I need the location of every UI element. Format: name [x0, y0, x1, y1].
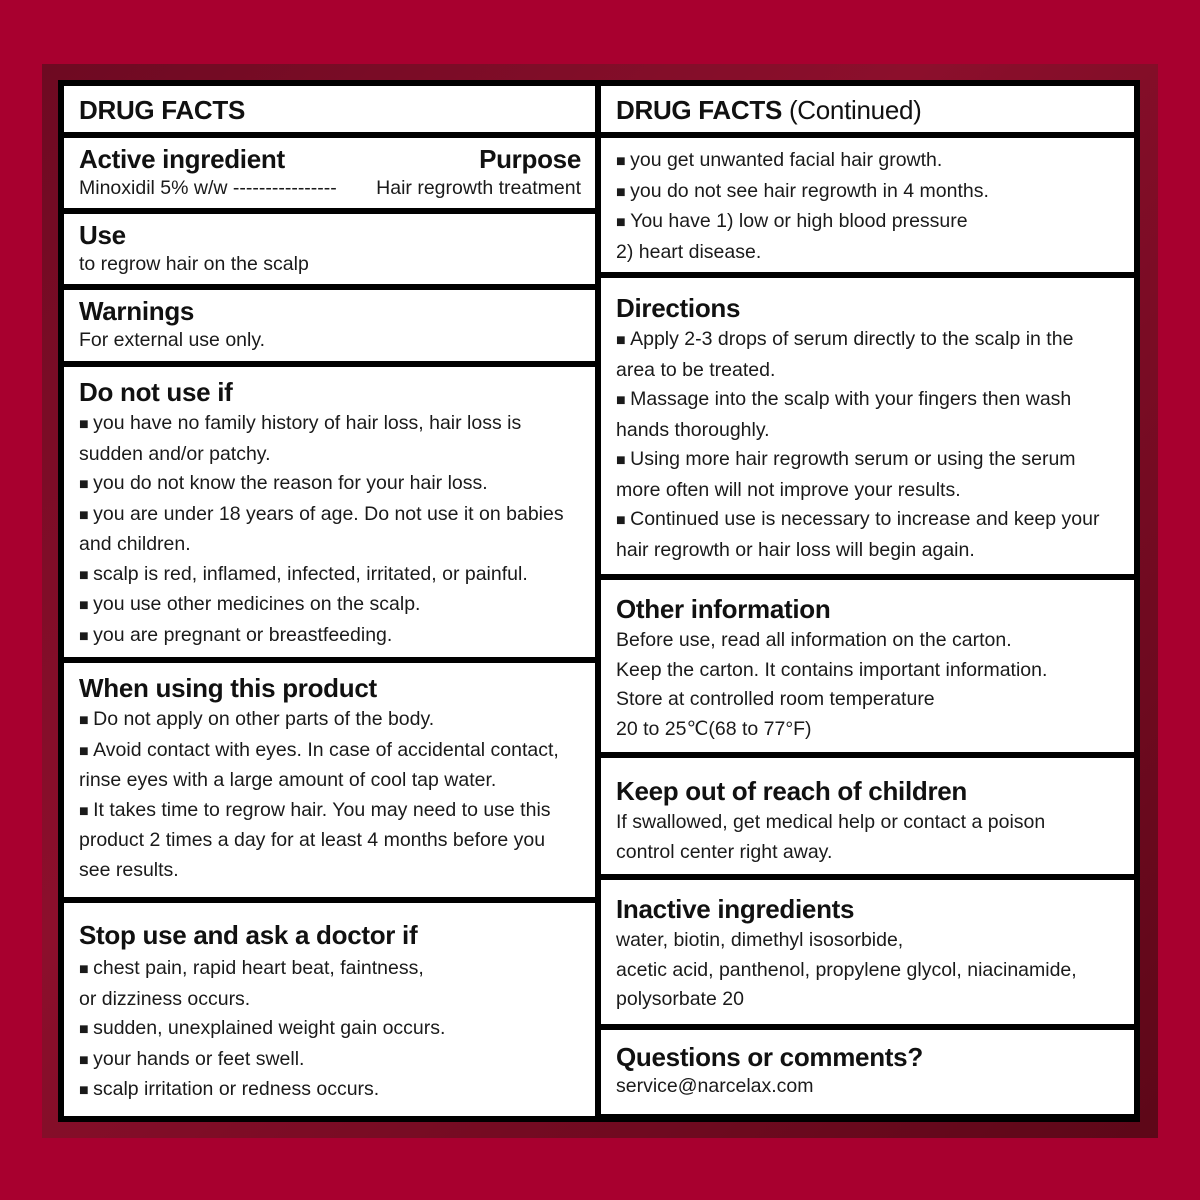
- list-item: ■ chest pain, rapid heart beat, faintness,: [79, 954, 581, 985]
- when-using-section: [64, 663, 595, 897]
- do-not-use-heading: Do not use if: [79, 377, 233, 407]
- list-item: ■ Continued use is necessary to increase and keep your: [616, 505, 1120, 536]
- stop-use-section: [64, 903, 595, 1116]
- other-information-heading: Other information: [616, 594, 831, 624]
- left-column: [64, 80, 595, 1122]
- list-item: ■ you are under 18 years of age. Do not use it on babies: [79, 500, 581, 531]
- list-item: ■ you are pregnant or breastfeeding.: [79, 621, 581, 652]
- list-item: ■ you do not know the reason for your hair loss.: [79, 469, 581, 500]
- list-item: rinse eyes with a large amount of cool tap water.: [79, 769, 497, 791]
- list-item: ■ You have 1) low or high blood pressure: [616, 207, 1120, 238]
- info-line: polysorbate 20: [616, 988, 744, 1010]
- contact-email[interactable]: service@narcelax.com: [616, 1075, 814, 1097]
- list-item: ■ you use other medicines on the scalp.: [79, 590, 581, 621]
- drug-facts-continued-title: [616, 95, 1120, 125]
- other-information-section: [601, 580, 1134, 752]
- directions-section: [601, 278, 1134, 574]
- drug-facts-title: DRUG FACTS: [79, 95, 246, 125]
- keep-out-of-reach-section: [601, 758, 1134, 874]
- when-using-heading: When using this product: [79, 673, 377, 703]
- list-item: hands thoroughly.: [616, 418, 770, 441]
- continued-label: (Continued): [782, 95, 922, 125]
- right-column: [601, 80, 1134, 1122]
- active-ingredient-section: [64, 138, 595, 208]
- active-ingredient-heading: Active ingredient: [79, 144, 285, 174]
- list-item: ■ scalp is red, inflamed, infected, irritated, or painful.: [79, 560, 581, 591]
- list-item: hair regrowth or hair loss will begin again.: [616, 538, 975, 561]
- list-item: ■ sudden, unexplained weight gain occurs.: [79, 1014, 581, 1045]
- info-line: Keep the carton. It contains important information.: [616, 658, 1048, 681]
- warnings-text: For external use only.: [79, 329, 266, 351]
- list-item: product 2 times a day for at least 4 months before you: [79, 829, 546, 851]
- info-line: Before use, read all information on the carton.: [616, 629, 1012, 651]
- inactive-ingredients-section: [601, 880, 1134, 1024]
- drug-facts-panel: [58, 80, 1140, 1122]
- list-item: ■ Avoid contact with eyes. In case of accidental contact,: [79, 736, 581, 767]
- active-ingredient-row: [79, 174, 581, 204]
- info-line: acetic acid, panthenol, propylene glycol, niacinamide,: [616, 958, 1077, 981]
- list-item: ■ It takes time to regrow hair. You may need to use this: [79, 796, 581, 827]
- list-item: ■ Massage into the scalp with your fingers then wash: [616, 385, 1120, 416]
- use-section: [64, 214, 595, 284]
- info-line: 20 to 25℃(68 to 77°F): [616, 717, 812, 740]
- list-item: ■ Using more hair regrowth serum or using the serum: [616, 445, 1120, 476]
- directions-heading: Directions: [616, 293, 741, 323]
- do-not-use-section: [64, 367, 595, 657]
- questions-section: [601, 1030, 1134, 1114]
- info-line: If swallowed, get medical help or contact a poison: [616, 811, 1046, 833]
- use-heading: Use: [79, 220, 126, 250]
- list-item: ■ you get unwanted facial hair growth.: [616, 146, 1120, 177]
- list-item: see results.: [79, 858, 179, 881]
- list-item: or dizziness occurs.: [79, 987, 251, 1010]
- drug-facts-title-box: [64, 86, 595, 132]
- drug-facts-continued-title-box: [601, 86, 1134, 132]
- warnings-section: [64, 290, 595, 361]
- active-ingredient-value: Minoxidil 5% w/w ----------------: [79, 177, 337, 199]
- info-line: Store at controlled room temperature: [616, 688, 935, 710]
- list-item: more often will not improve your results.: [616, 478, 961, 501]
- continued-warnings-section: [601, 138, 1134, 272]
- list-item: ■ Apply 2-3 drops of serum directly to the scalp in the: [616, 325, 1120, 356]
- list-item: ■ your hands or feet swell.: [79, 1045, 581, 1076]
- use-text: to regrow hair on the scalp: [79, 253, 309, 275]
- list-item: and children.: [79, 533, 191, 555]
- list-item: ■ you have no family history of hair loss, hair loss is: [79, 409, 581, 440]
- list-item: sudden and/or patchy.: [79, 442, 271, 465]
- questions-heading: Questions or comments?: [616, 1042, 923, 1072]
- warnings-heading: Warnings: [79, 296, 195, 326]
- inactive-ingredients-heading: Inactive ingredients: [616, 894, 855, 924]
- purpose-heading: Purpose: [479, 144, 581, 174]
- keep-out-of-reach-heading: Keep out of reach of children: [616, 776, 968, 806]
- active-ingredient-header-row: [79, 144, 581, 174]
- purpose-value: Hair regrowth treatment: [376, 177, 581, 199]
- list-item: 2) heart disease.: [616, 240, 762, 263]
- list-item: area to be treated.: [616, 358, 776, 381]
- info-line: control center right away.: [616, 840, 833, 863]
- stop-use-heading: Stop use and ask a doctor if: [79, 920, 418, 950]
- drug-facts-title: DRUG FACTS: [616, 95, 783, 125]
- list-item: ■ Do not apply on other parts of the body.: [79, 705, 581, 736]
- list-item: ■ you do not see hair regrowth in 4 months.: [616, 177, 1120, 208]
- info-line: water, biotin, dimethyl isosorbide,: [616, 929, 904, 951]
- list-item: ■ scalp irritation or redness occurs.: [79, 1075, 581, 1106]
